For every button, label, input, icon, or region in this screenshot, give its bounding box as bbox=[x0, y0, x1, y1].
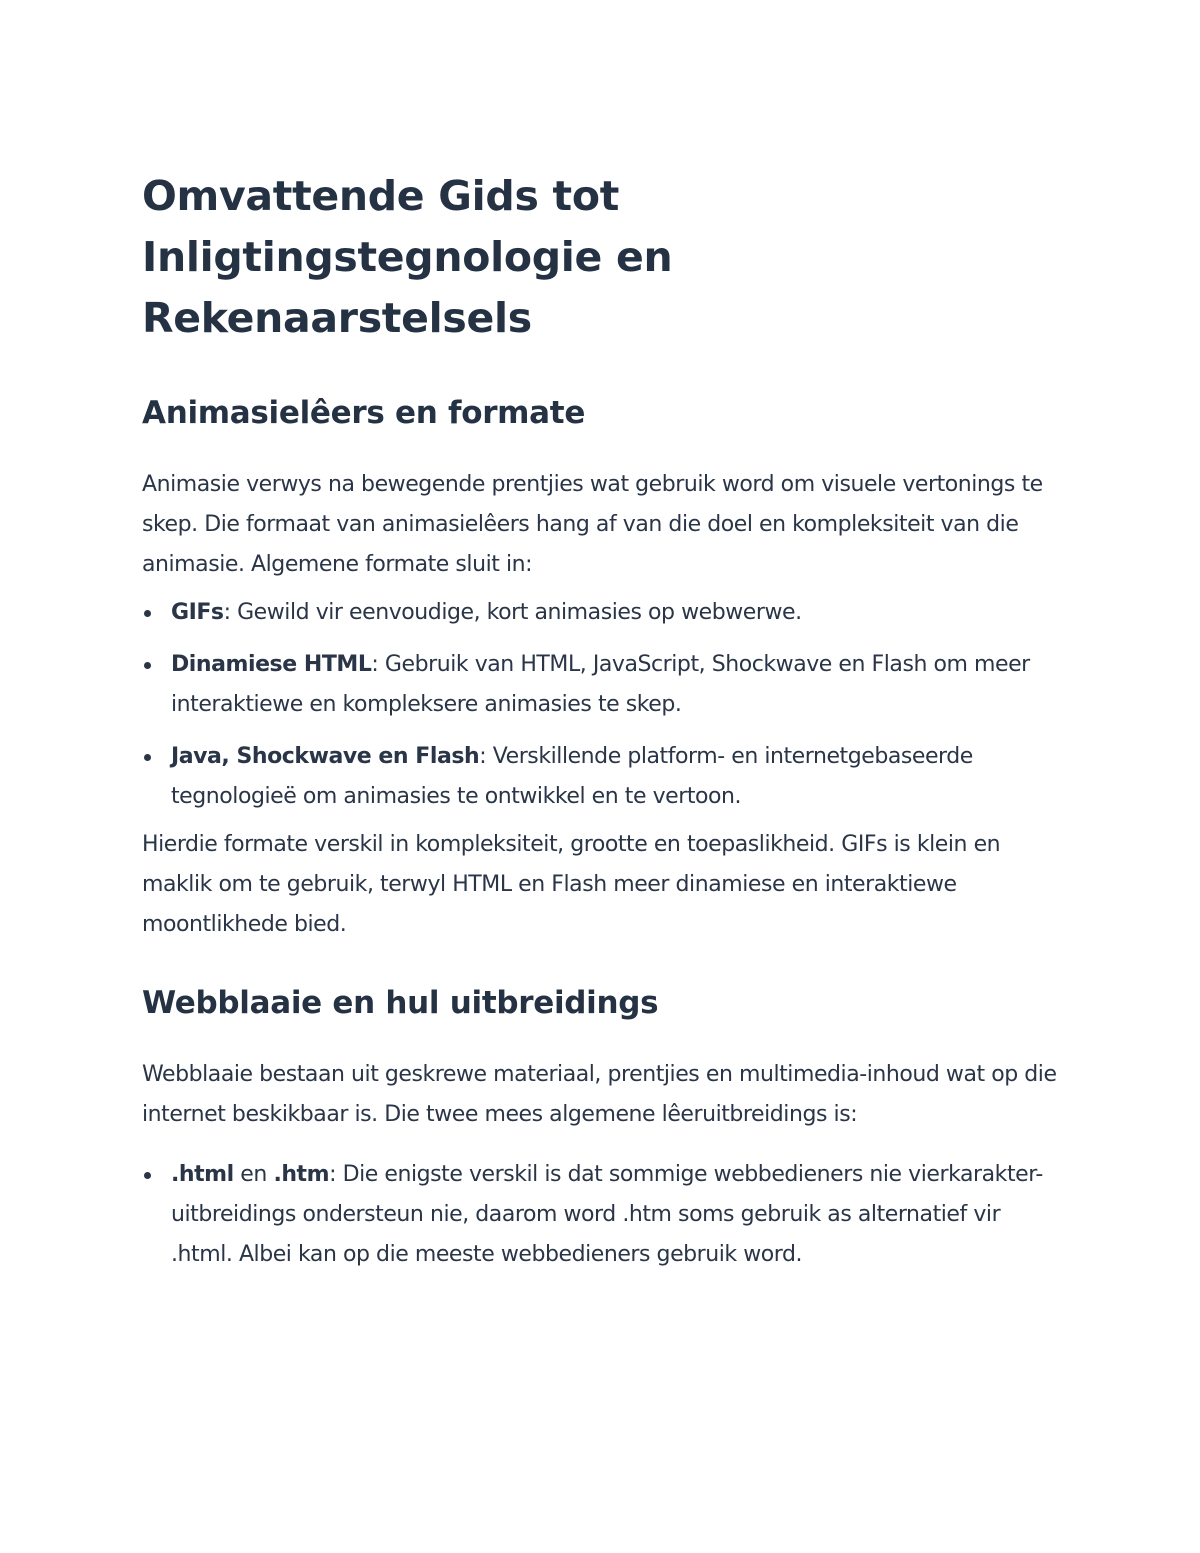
section-heading-animation: Animasielêers en formate bbox=[142, 395, 586, 431]
format-list bbox=[142, 593, 1062, 817]
section-heading-webpages: Webblaaie en hul uitbreidings bbox=[142, 985, 659, 1021]
bullet-icon bbox=[144, 610, 151, 617]
section-intro-animation: Animasie verwys na bewegende prentjies wat gebruik word om visuele vertonings te skep. Die formaat van animasielêers hang af van die doel en kompleksiteit van die animasie. Algemene formate sluit in: bbox=[142, 472, 1043, 577]
section-summary-animation: Hierdie formate verskil in kompleksiteit, grootte en toepaslikheid. GIFs is klein en maklik om te gebruik, terwyl HTML en Flash meer dinamiese en interaktiewe moontlikhede bied. bbox=[142, 832, 1001, 937]
list-item bbox=[142, 1155, 1062, 1275]
list-item-connector: en bbox=[233, 1162, 274, 1187]
list-item-text: : Gebruik van HTML, JavaScript, Shockwave en Flash om meer interaktiewe en kompleksere animasies te skep. bbox=[171, 652, 1030, 717]
list-item-term: .htm bbox=[273, 1162, 330, 1187]
list-item-term: .html bbox=[171, 1162, 234, 1187]
list-item-term: Dinamiese HTML bbox=[171, 652, 372, 677]
list-item-term: Java, Shockwave en Flash bbox=[171, 744, 480, 769]
list-item-term: GIFs bbox=[171, 600, 224, 625]
list-item bbox=[142, 737, 1062, 817]
list-item bbox=[142, 645, 1062, 725]
page-title: Omvattende Gids tot Inligtingstegnologie en Rekenaarstelsels bbox=[142, 172, 673, 342]
document-page bbox=[142, 166, 1062, 1275]
bullet-icon bbox=[144, 662, 151, 669]
extension-list bbox=[142, 1155, 1062, 1275]
list-item bbox=[142, 593, 1062, 633]
bullet-icon bbox=[144, 1172, 151, 1179]
list-item-text: : Verskillende platform- en internetgebaseerde tegnologieë om animasies te ontwikkel en te vertoon. bbox=[171, 744, 973, 809]
list-item-text: : Die enigste verskil is dat sommige webbedieners nie vierkarakter-uitbreidings ondersteun nie, daarom word .htm soms gebruik as alternatief vir .html. Albei kan op die meeste webbedieners gebruik word. bbox=[171, 1162, 1043, 1267]
list-item-text: : Gewild vir eenvoudige, kort animasies op webwerwe. bbox=[223, 600, 802, 625]
bullet-icon bbox=[144, 754, 151, 761]
section-intro-webpages: Webblaaie bestaan uit geskrewe materiaal, prentjies en multimedia-inhoud wat op die internet beskikbaar is. Die twee mees algemene lêeruitbreidings is: bbox=[142, 1062, 1057, 1127]
